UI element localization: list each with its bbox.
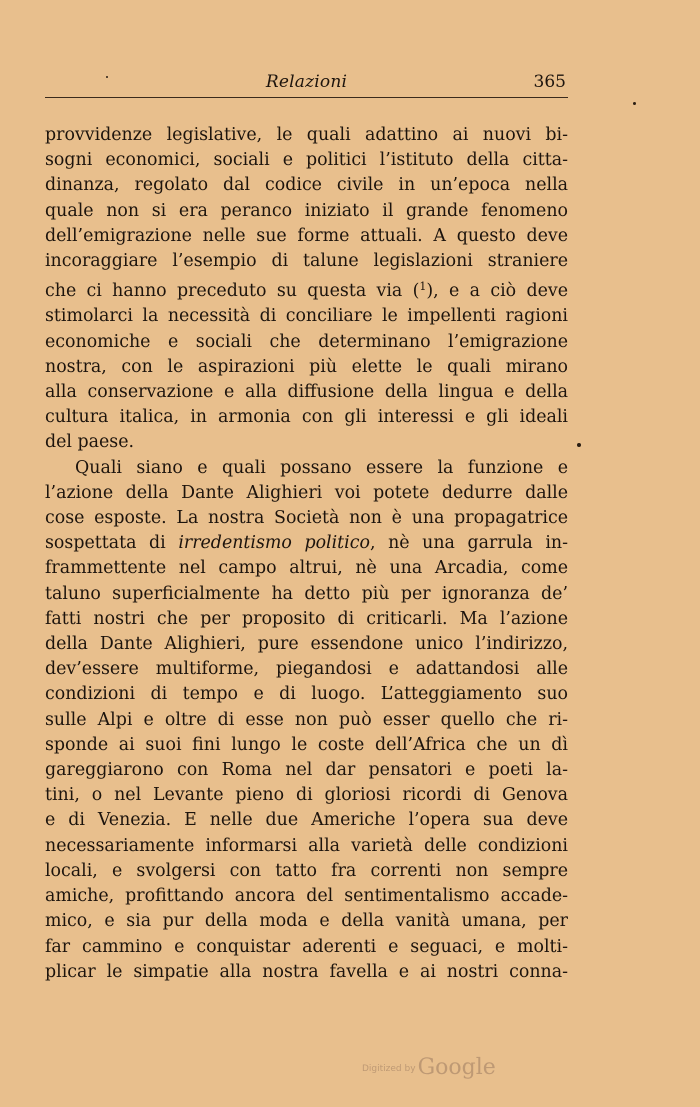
text-fragment: sospettata di [45, 533, 179, 554]
text-line: frammettente nel campo altrui, nè una Arcadia, come [45, 558, 568, 579]
google-logo: Google [417, 1055, 496, 1080]
text-line: alla conservazione e alla diffusione della lingua e della [45, 382, 568, 403]
watermark-prefix: Digitized by [362, 1064, 416, 1074]
text-line: incoraggiare l’esempio di talune legislazioni straniere [45, 251, 568, 272]
text-line: cose esposte. La nostra Società non è una propagatrice [45, 508, 568, 529]
text-line: taluno superficialmente ha detto più per ignoranza de’ [45, 583, 568, 604]
paragraph-start-line: Quali siano e quali possano essere la funzione e [75, 457, 568, 478]
text-line: far cammino e conquistar aderenti e seguaci, e molti- [45, 936, 568, 957]
text-line: locali, e svolgersi con tatto fra correnti non sempre [45, 860, 568, 881]
text-line: e di Venezia. E nelle due Americhe l’opera sua deve [45, 810, 568, 831]
page-number: 365 [533, 72, 566, 92]
text-line: sogni economici, sociali e politici l’istituto della citta- [45, 150, 568, 171]
text-line: sulle Alpi e oltre di esse non può esser quello che ri- [45, 709, 568, 730]
digitized-watermark [362, 1055, 522, 1085]
text-fragment: ), e a ciò deve [426, 281, 568, 302]
paragraph-end-line: del paese. [45, 432, 135, 453]
text-line: economiche e sociali che determinano l’emigrazione [45, 331, 568, 352]
text-fragment: che ci hanno preceduto su questa via ( [45, 281, 420, 302]
text-line: nostra, con le aspirazioni più elette le quali mirano [45, 356, 568, 377]
running-title: Relazioni [265, 72, 348, 92]
text-line: cultura italica, in armonia con gli interessi e gli ideali [45, 407, 568, 428]
italic-phrase: irredentismo politico [178, 533, 370, 554]
text-line: plicar le simpatie alla nostra favella e ai nostri conna- [45, 961, 568, 982]
text-line: stimolarci la necessità di conciliare le impellenti ragioni [45, 306, 568, 327]
running-head [45, 68, 568, 98]
text-line: l’azione della Dante Alighieri voi potete dedurre dalle [45, 482, 568, 503]
text-line: della Dante Alighieri, pure essendone unico l’indirizzo, [45, 634, 568, 655]
text-line: gareggiarono con Roma nel dar pensatori e poeti la- [45, 760, 568, 781]
text-line: fatti nostri che per proposito di criticarli. Ma l’azione [45, 608, 568, 629]
text-line: provvidenze legislative, le quali adattino ai nuovi bi- [45, 125, 568, 145]
header-rule [45, 97, 568, 98]
text-line: dinanza, regolato dal codice civile in un’epoca nella [45, 175, 568, 196]
speck-dot [577, 443, 581, 447]
speck-dot [106, 76, 108, 78]
text-line: dev’essere multiforme, piegandosi e adattandosi alle [45, 659, 568, 680]
text-line: quale non si era peranco iniziato il grande fenomeno [45, 200, 568, 221]
footnote-ref: 1 [419, 280, 427, 294]
text-line: mico, e sia pur della moda e della vanità umana, per [45, 911, 568, 932]
text-line-with-italic [45, 531, 568, 556]
text-line: tini, o nel Levante pieno di gloriosi ricordi di Genova [45, 785, 568, 806]
text-line: necessariamente informarsi alla varietà delle condizioni [45, 835, 568, 856]
text-line-with-footnote [45, 274, 568, 304]
speck-dot [633, 102, 636, 105]
text-fragment: , nè una garrula in- [369, 533, 568, 554]
body-text [45, 123, 568, 985]
text-line: condizioni di tempo e di luogo. L’atteggiamento suo [45, 684, 568, 705]
text-line: sponde ai suoi fini lungo le coste dell’Africa che un dì [45, 734, 568, 755]
text-line: amiche, profittando ancora del sentimentalismo accade- [45, 886, 568, 907]
text-line: dell’emigrazione nelle sue forme attuali. A questo deve [45, 225, 568, 246]
